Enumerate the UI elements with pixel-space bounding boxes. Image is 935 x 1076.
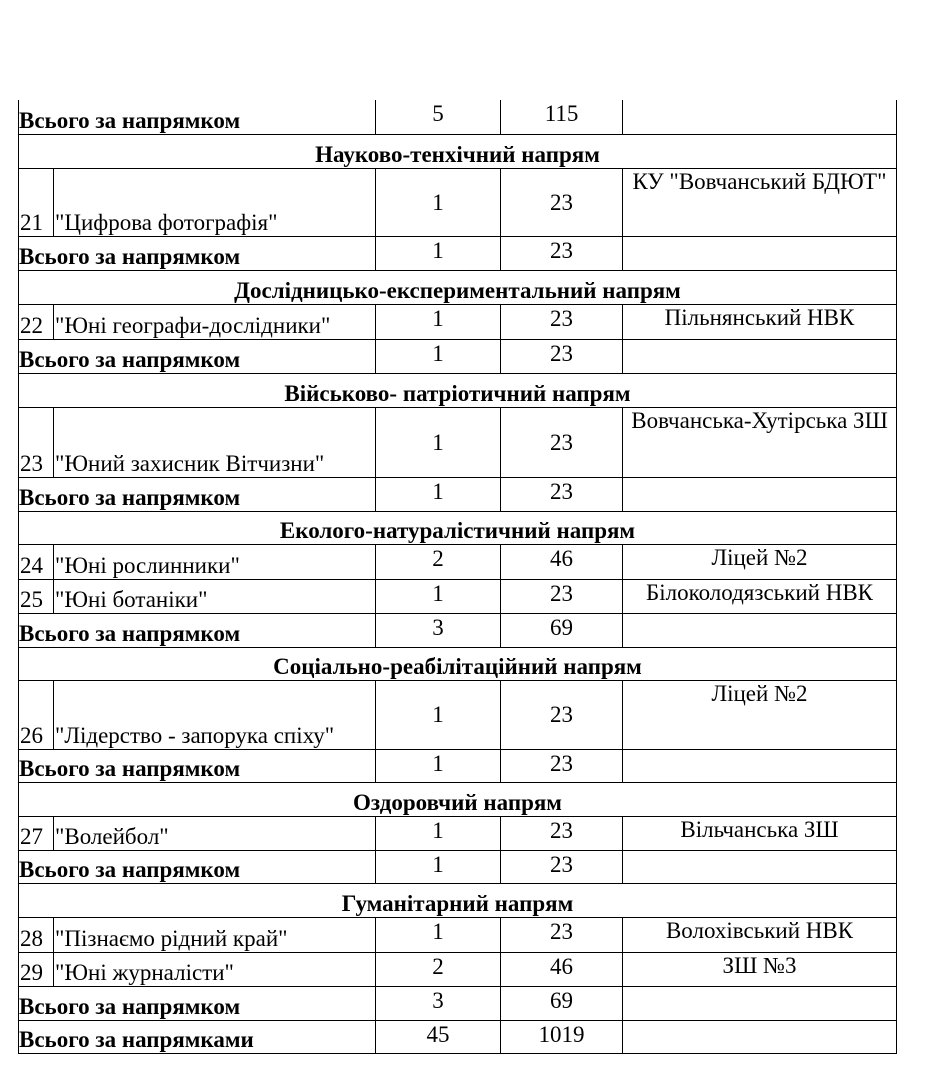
institution-name xyxy=(623,749,897,782)
circle-name: "Пізнаємо рідний край" xyxy=(54,917,376,952)
institution-name xyxy=(623,850,897,883)
institution-name: КУ "Вовчанський БДЮТ" xyxy=(623,168,897,236)
students-count: 23 xyxy=(501,579,623,613)
institution-name xyxy=(623,100,897,134)
table-row xyxy=(19,168,897,236)
students-count: 23 xyxy=(501,304,623,339)
subtotal-label: Всього за напрямком xyxy=(19,236,376,270)
students-count: 115 xyxy=(501,100,623,134)
groups-count: 3 xyxy=(376,986,501,1020)
students-count: 23 xyxy=(501,477,623,511)
circle-name: "Юний захисник Вітчизни" xyxy=(54,407,376,477)
subtotal-label: Всього за напрямком xyxy=(19,477,376,511)
section-header-row xyxy=(19,782,897,816)
students-count: 23 xyxy=(501,749,623,782)
row-number: 29 xyxy=(19,952,54,986)
section-title: Оздоровчий напрям xyxy=(19,782,897,816)
table-row xyxy=(19,407,897,477)
institution-name xyxy=(623,236,897,270)
section-title: Військово- патріотичний напрям xyxy=(19,373,897,407)
groups-count: 1 xyxy=(376,816,501,850)
table-row xyxy=(19,917,897,952)
section-title: Соціально-реабілітаційний напрям xyxy=(19,647,897,680)
institution-name: ЗШ №3 xyxy=(623,952,897,986)
subtotal-row xyxy=(19,749,897,782)
subtotal-label: Всього за напрямком xyxy=(19,850,376,883)
groups-count: 1 xyxy=(376,168,501,236)
grand-total-row xyxy=(19,1020,897,1053)
groups-count: 1 xyxy=(376,477,501,511)
circle-name: "Юні рослинники" xyxy=(54,544,376,579)
row-number: 27 xyxy=(19,816,54,850)
circle-name: "Юні географи-дослідники" xyxy=(54,304,376,339)
section-header-row xyxy=(19,134,897,168)
students-count: 23 xyxy=(501,917,623,952)
circle-name: "Юні журналісти" xyxy=(54,952,376,986)
subtotal-row xyxy=(19,100,897,134)
subtotal-row xyxy=(19,986,897,1020)
table-row xyxy=(19,579,897,613)
section-header-row xyxy=(19,647,897,680)
section-title: Науково-тенхічний напрям xyxy=(19,134,897,168)
row-number: 22 xyxy=(19,304,54,339)
groups-count: 3 xyxy=(376,613,501,647)
groups-count: 1 xyxy=(376,749,501,782)
section-header-row xyxy=(19,511,897,544)
groups-count: 2 xyxy=(376,544,501,579)
students-count: 23 xyxy=(501,680,623,749)
institution-name: Білоколодязський НВК xyxy=(623,579,897,613)
circle-name: "Цифрова фотографія" xyxy=(54,168,376,236)
circle-name: "Юні ботаніки" xyxy=(54,579,376,613)
section-title: Еколого-натуралістичний напрям xyxy=(19,511,897,544)
row-number: 23 xyxy=(19,407,54,477)
section-title: Дослідницько-експериментальний напрям xyxy=(19,270,897,304)
circle-name: "Волейбол" xyxy=(54,816,376,850)
section-header-row xyxy=(19,883,897,917)
subtotal-label: Всього за напрямком xyxy=(19,613,376,647)
groups-count: 1 xyxy=(376,680,501,749)
students-count: 23 xyxy=(501,850,623,883)
groups-count: 1 xyxy=(376,304,501,339)
groups-count: 1 xyxy=(376,407,501,477)
section-header-row xyxy=(19,270,897,304)
students-count: 23 xyxy=(501,168,623,236)
students-count: 23 xyxy=(501,816,623,850)
students-count: 69 xyxy=(501,613,623,647)
groups-count: 1 xyxy=(376,850,501,883)
table-row xyxy=(19,544,897,579)
table-row xyxy=(19,304,897,339)
institution-name: Вільчанська ЗШ xyxy=(623,816,897,850)
groups-count: 1 xyxy=(376,579,501,613)
students-count: 23 xyxy=(501,407,623,477)
row-number: 26 xyxy=(19,680,54,749)
groups-count: 1 xyxy=(376,339,501,373)
institution-name xyxy=(623,477,897,511)
institution-name: Ліцей №2 xyxy=(623,544,897,579)
students-count: 46 xyxy=(501,952,623,986)
section-title: Гуманітарний напрям xyxy=(19,883,897,917)
groups-count: 1 xyxy=(376,236,501,270)
students-count: 23 xyxy=(501,339,623,373)
row-number: 24 xyxy=(19,544,54,579)
institution-name: Волохівський НВК xyxy=(623,917,897,952)
subtotal-label: Всього за напрямком xyxy=(19,100,376,134)
institution-name xyxy=(623,339,897,373)
institution-name: Вовчанська-Хутірська ЗШ xyxy=(623,407,897,477)
table-row xyxy=(19,680,897,749)
students-count: 23 xyxy=(501,236,623,270)
grand-total-label: Всього за напрямками xyxy=(19,1020,376,1053)
institution-name xyxy=(623,613,897,647)
section-header-row xyxy=(19,373,897,407)
institution-name xyxy=(623,1020,897,1053)
row-number: 28 xyxy=(19,917,54,952)
students-count: 69 xyxy=(501,986,623,1020)
groups-count: 5 xyxy=(376,100,501,134)
students-count: 46 xyxy=(501,544,623,579)
subtotal-row xyxy=(19,613,897,647)
subtotal-row xyxy=(19,339,897,373)
subtotal-label: Всього за напрямком xyxy=(19,339,376,373)
subtotal-row xyxy=(19,850,897,883)
students-count: 1019 xyxy=(501,1020,623,1053)
subtotal-label: Всього за напрямком xyxy=(19,986,376,1020)
subtotal-row xyxy=(19,477,897,511)
subtotal-row xyxy=(19,236,897,270)
subtotal-label: Всього за напрямком xyxy=(19,749,376,782)
groups-count: 45 xyxy=(376,1020,501,1053)
institution-name: Пільнянський НВК xyxy=(623,304,897,339)
table-body xyxy=(19,100,897,1053)
table-row xyxy=(19,952,897,986)
groups-count: 2 xyxy=(376,952,501,986)
institution-name: Ліцей №2 xyxy=(623,680,897,749)
institution-name xyxy=(623,986,897,1020)
directions-table xyxy=(18,100,897,1054)
table-row xyxy=(19,816,897,850)
groups-count: 1 xyxy=(376,917,501,952)
circle-name: "Лідерство - запорука спіху" xyxy=(54,680,376,749)
row-number: 25 xyxy=(19,579,54,613)
row-number: 21 xyxy=(19,168,54,236)
